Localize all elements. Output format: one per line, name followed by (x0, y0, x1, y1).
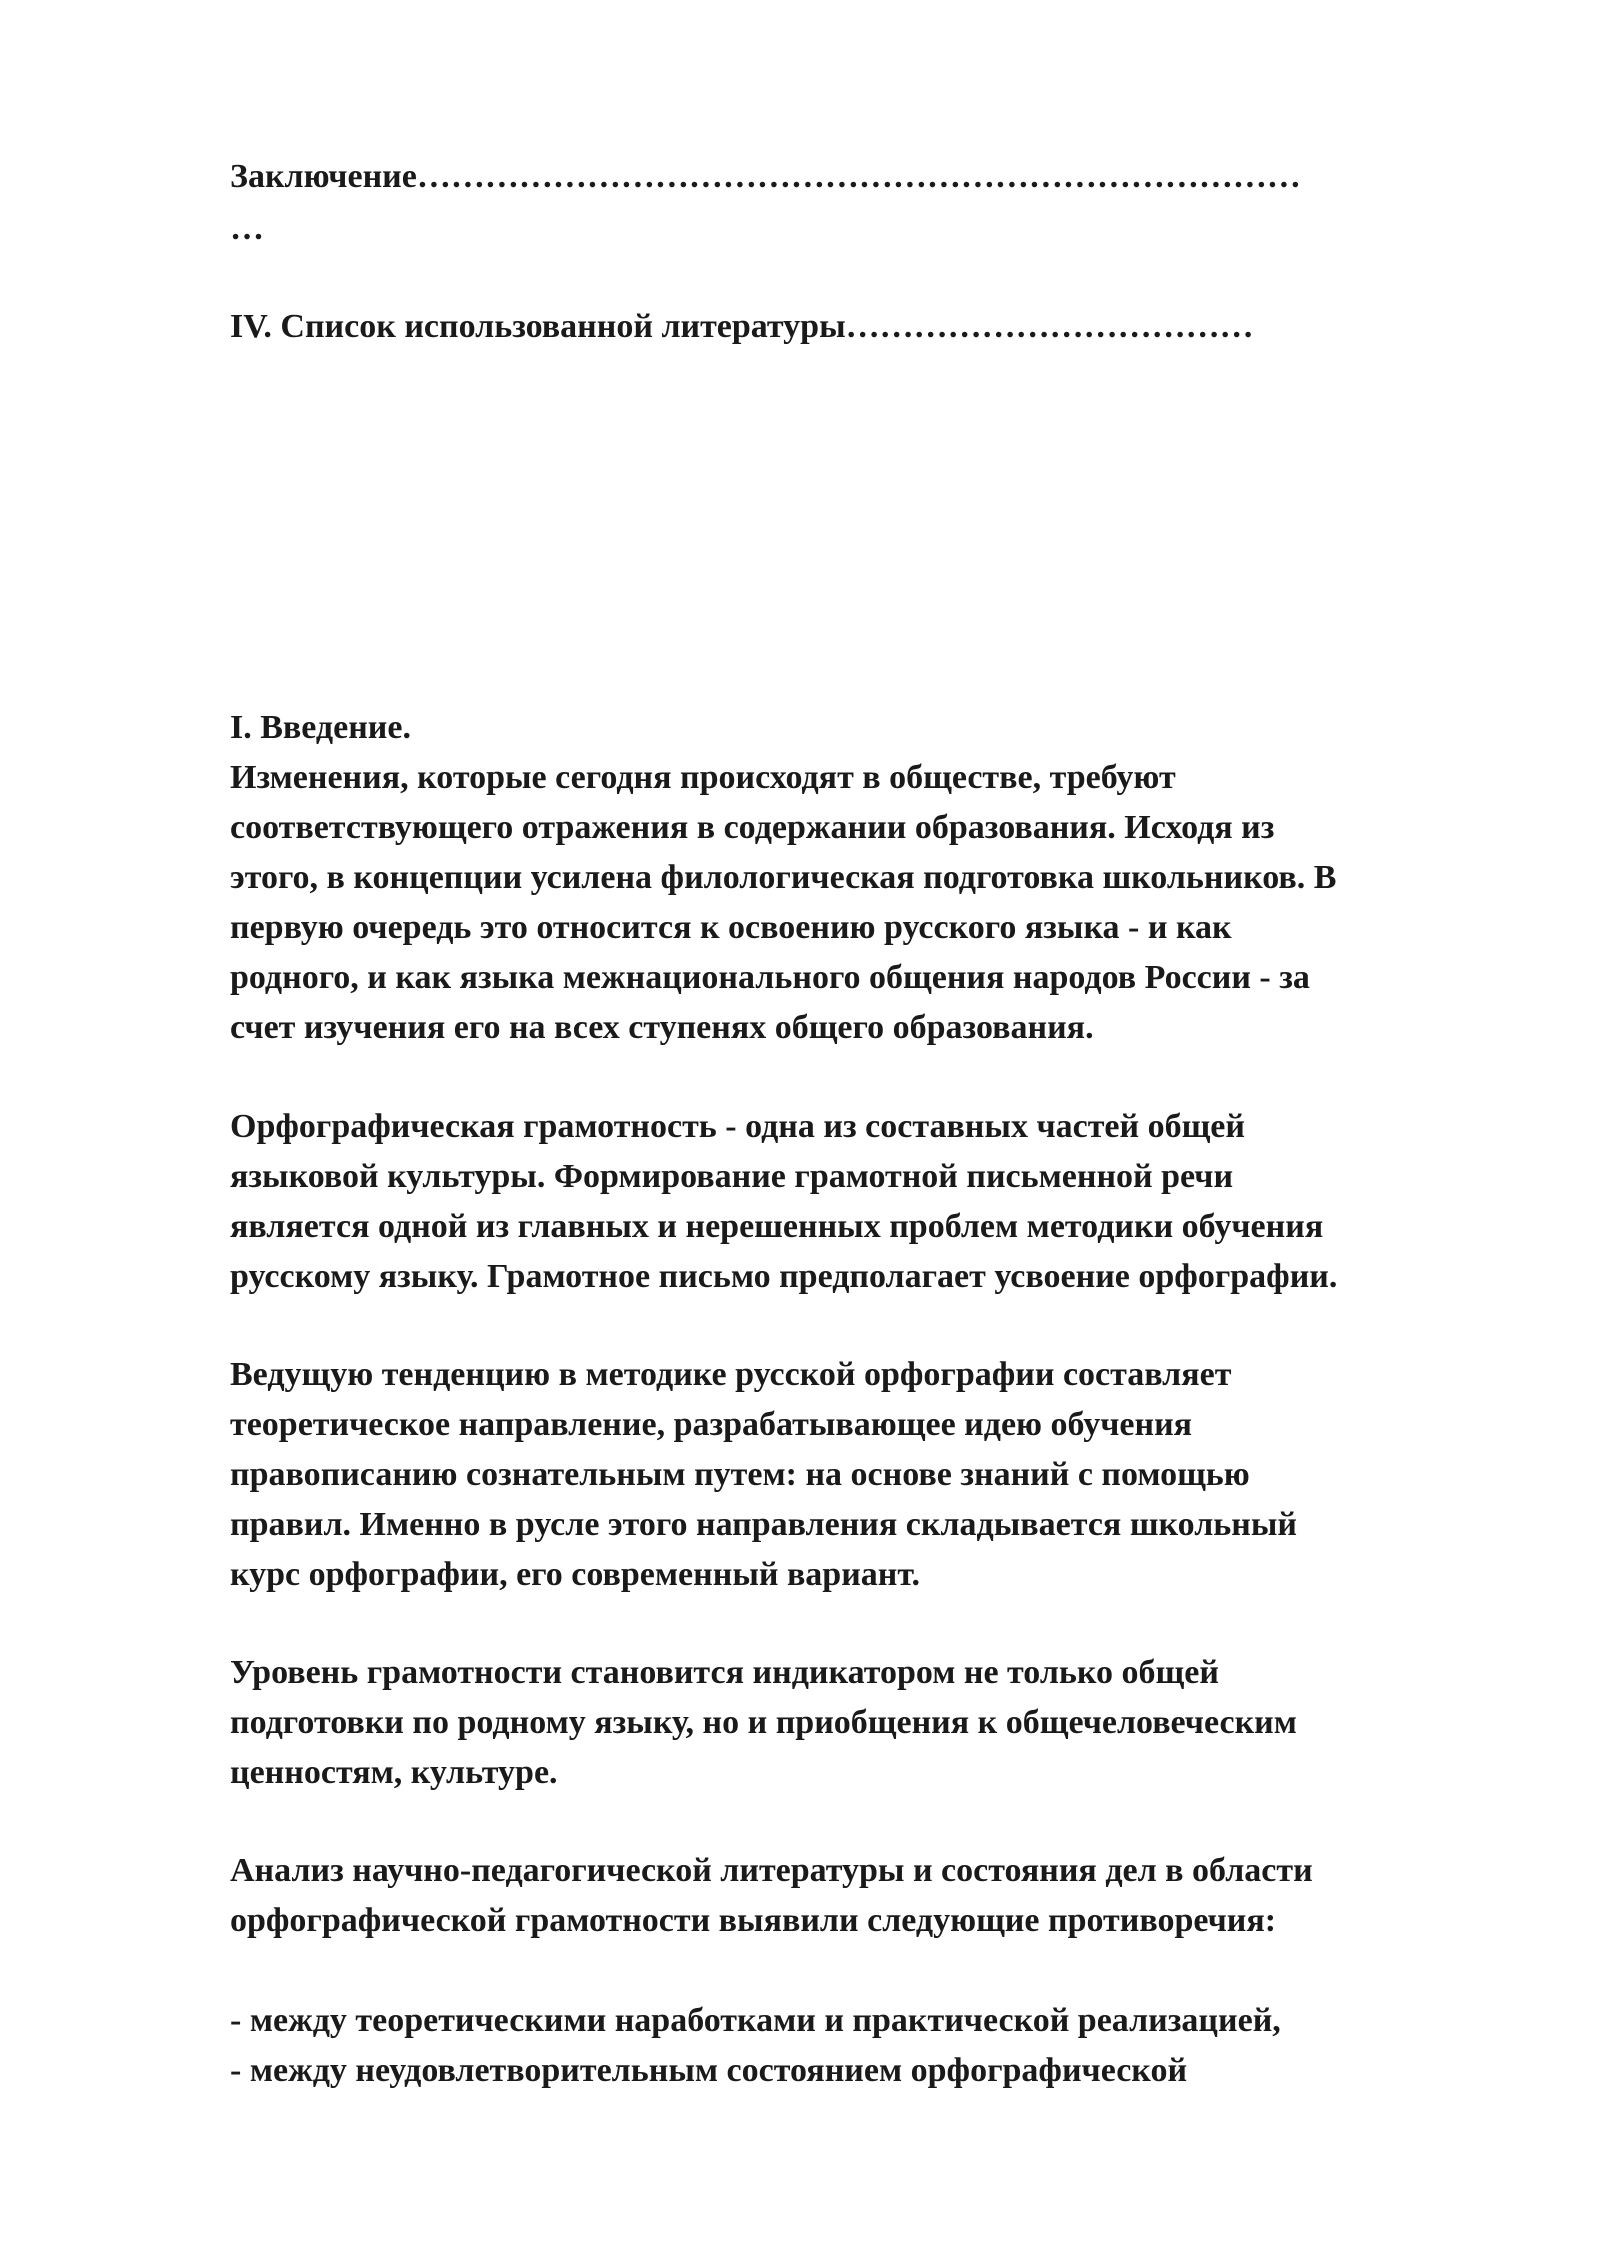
toc-conclusion: Заключение…………………………………………………………………… (230, 158, 1301, 195)
paragraph-line: Изменения, которые сегодня происходят в обществе, требуют (230, 759, 1176, 796)
toc-references: IV. Список использованной литературы……………………………… (230, 308, 1254, 345)
paragraph-line: ценностям, культуре. (230, 1754, 558, 1791)
paragraph-line: Уровень грамотности становится индикатором не только общей (230, 1654, 1219, 1691)
paragraph-line: курс орфографии, его современный вариант. (230, 1556, 921, 1593)
paragraph-line: соответствующего отражения в содержании образования. Исходя из (230, 809, 1275, 846)
paragraph-line: этого, в концепции усилена филологическая подготовка школьников. В (230, 859, 1337, 896)
paragraph-line: Орфографическая грамотность - одна из составных частей общей (230, 1108, 1245, 1145)
paragraph-line: правил. Именно в русле этого направления складывается школьный (230, 1506, 1297, 1543)
paragraph-line: русскому языку. Грамотное письмо предполагает усвоение орфографии. (230, 1258, 1338, 1295)
list-item: - между неудовлетворительным состоянием орфографической (230, 2052, 1188, 2089)
paragraph-line: языковой культуры. Формирование грамотной письменной речи (230, 1158, 1234, 1195)
paragraph-line: первую очередь это относится к освоению русского языка - и как (230, 909, 1232, 946)
paragraph-line: Ведущую тенденцию в методике русской орфографии составляет (230, 1356, 1232, 1393)
paragraph-line: теоретическое направление, разрабатывающее идею обучения (230, 1406, 1193, 1443)
section-heading-introduction: I. Введение. (230, 709, 411, 746)
paragraph-line: подготовки по родному языку, но и приобщения к общечеловеческим (230, 1704, 1297, 1741)
paragraph-line: правописанию сознательным путем: на основе знаний с помощью (230, 1456, 1250, 1493)
paragraph-line: Анализ научно-педагогической литературы и состояния дел в области (230, 1852, 1313, 1889)
paragraph-line: родного, и как языка межнационального общения народов России - за (230, 959, 1310, 996)
toc-conclusion-continuation: … (230, 210, 264, 247)
paragraph-line: счет изучения его на всех ступенях общего образования. (230, 1009, 1094, 1046)
paragraph-line: является одной из главных и нерешенных проблем методики обучения (230, 1208, 1324, 1245)
paragraph-line: орфографической грамотности выявили следующие противоречия: (230, 1902, 1277, 1939)
list-item: - между теоретическими наработками и практической реализацией, (230, 2002, 1281, 2039)
